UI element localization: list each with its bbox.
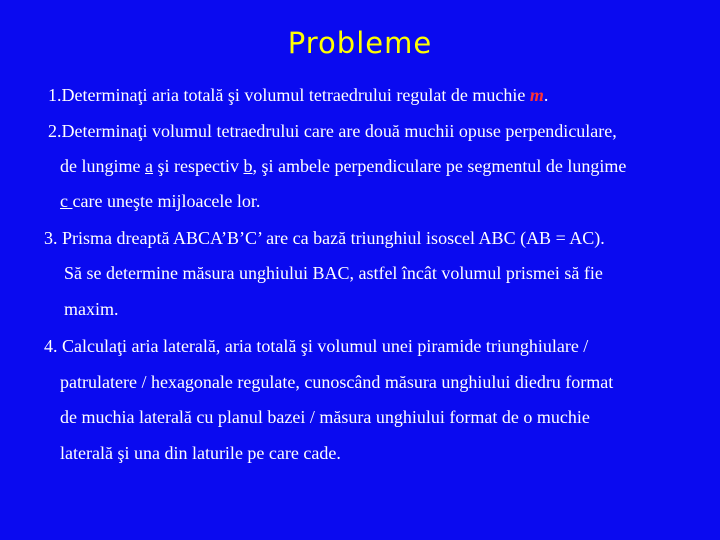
problem-3-line-3 xyxy=(64,298,119,320)
problem-4-text-4: laterală şi una din laturile pe care cade. xyxy=(60,443,341,463)
problem-2-line-3 xyxy=(60,190,260,212)
problem-4-line-2 xyxy=(60,371,613,393)
problem-2-text-1: 2.Determinaţi volumul tetraedrului care are două muchii opuse perpendiculare, xyxy=(48,121,617,141)
variable-a: a xyxy=(144,156,153,176)
problem-2-text-2c: , şi ambele perpendiculare pe segmentul de lungime xyxy=(252,156,627,176)
problem-4-line-3 xyxy=(60,406,590,428)
problem-2-line-1 xyxy=(48,120,617,142)
problem-1-line-1 xyxy=(48,84,548,106)
variable-c: c xyxy=(60,191,73,211)
problem-1-text: 1.Determinaţi aria totală şi volumul tetraedrului regulat de muchie xyxy=(48,85,530,105)
problem-4-text-1: 4. Calculaţi aria laterală, aria totală şi volumul unei piramide triunghiulare / xyxy=(44,336,589,356)
problem-2-line-2 xyxy=(60,155,626,177)
problem-3-line-2 xyxy=(64,262,603,284)
problem-1-period: . xyxy=(543,85,549,105)
problem-2-text-2a: de lungime xyxy=(60,156,145,176)
problem-4-text-3: de muchia laterală cu planul bazei / măsura unghiului format de o muchie xyxy=(60,407,590,427)
problem-2-text-2b: şi respectiv xyxy=(152,156,244,176)
problem-4-line-4 xyxy=(60,442,341,464)
problem-3-text-3: maxim. xyxy=(64,299,119,319)
problem-3-text-1: 3. Prisma dreaptă ABCA’B’C’ are ca bază triunghiul isoscel ABC (AB = AC). xyxy=(44,228,605,248)
variable-m: m xyxy=(529,85,544,105)
slide-title: Probleme xyxy=(287,26,433,60)
problem-4-text-2: patrulatere / hexagonale regulate, cunoscând măsura unghiului diedru format xyxy=(60,372,614,392)
problem-3-line-1 xyxy=(44,227,605,249)
problem-2-text-3: care uneşte mijloacele lor. xyxy=(72,191,261,211)
problem-4-line-1 xyxy=(44,335,588,357)
problem-3-text-2: Să se determine măsura unghiului BAC, astfel încât volumul prismei să fie xyxy=(64,263,603,283)
variable-b: b xyxy=(243,156,253,176)
